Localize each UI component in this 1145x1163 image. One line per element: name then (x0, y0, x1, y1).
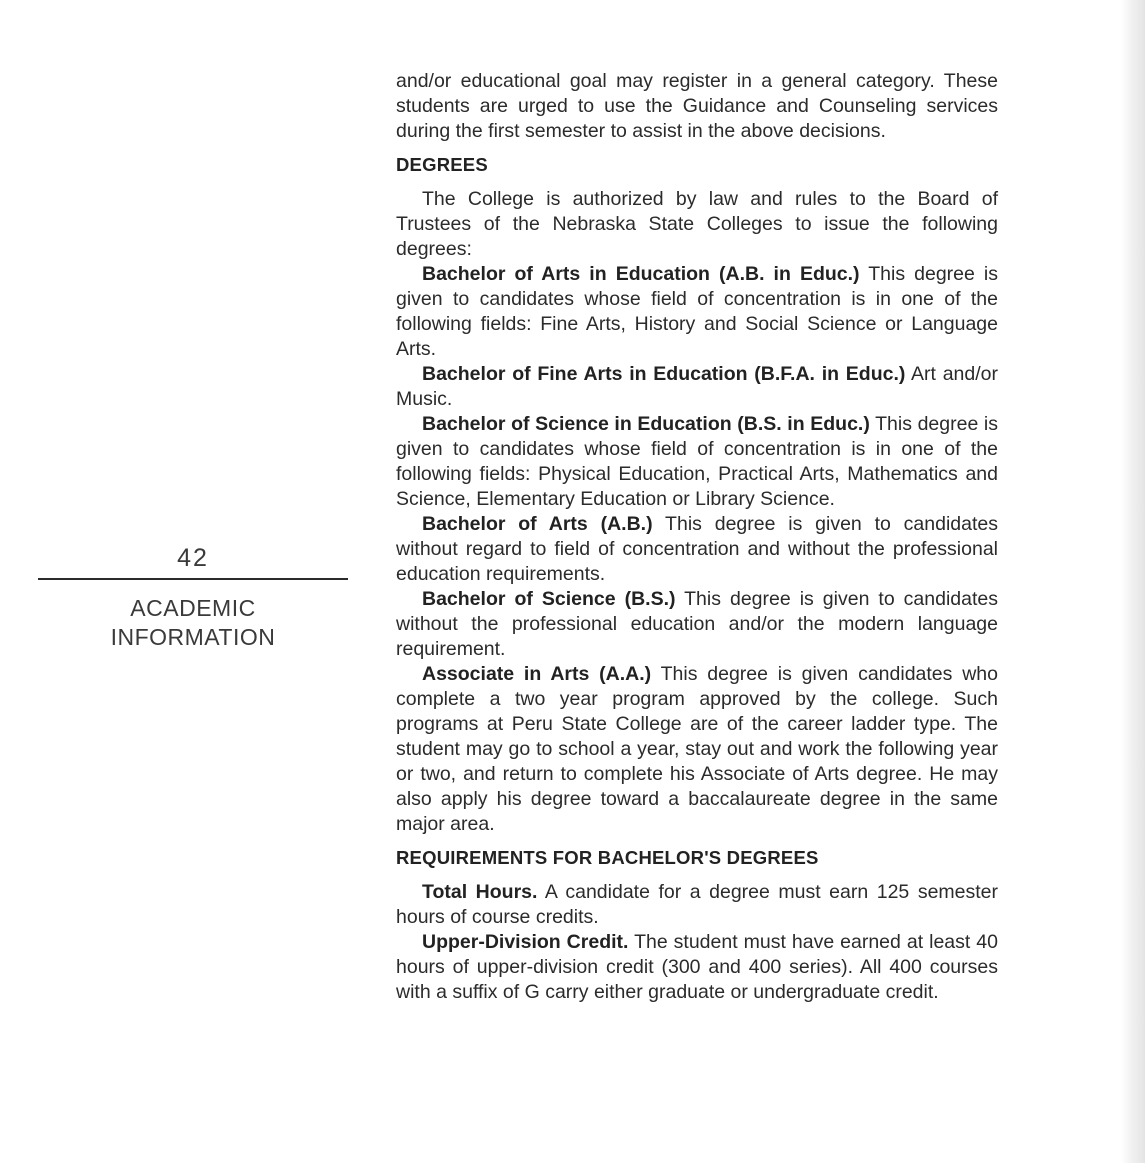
intro-paragraph: and/or educational goal may register in a general category. These students are urged to use the Guidance and Counseling services during the first semester to assist in the above decisions. (396, 70, 998, 142)
requirement-description: A candidate for a degree must earn 125 semester hours of course credits. (396, 881, 999, 928)
requirements-heading: REQUIREMENTS FOR BACHELOR'S DEGREES (396, 847, 819, 868)
degree-description: This degree is given to candidates whose field of concentration is in one of the following fields: Physical Education, Practical Arts, Mathematics and Science, Elementary Education or Library Science. (396, 413, 998, 510)
requirement-description: The student must have earned at least 40 hours of upper-division credit (300 and 400 series). All 400 courses with a suffix of G carry either graduate or undergraduate credit. (396, 931, 998, 1003)
degrees-heading: DEGREES (396, 154, 488, 175)
degree-title: Bachelor of Arts (A.B.) (422, 513, 653, 535)
degree-title: Bachelor of Science (B.S.) (422, 588, 676, 610)
page-edge-shadow (1121, 0, 1145, 1163)
degrees-intro: The College is authorized by law and rules to the Board of Trustees of the Nebraska State Colleges to issue the following degrees: (396, 188, 998, 260)
section-label-line1: ACADEMIC (130, 595, 256, 621)
degree-description: This degree is given to candidates without regard to field of concentration and without the professional education requirements. (396, 513, 998, 585)
requirement-item (396, 930, 998, 1005)
requirement-item (396, 880, 998, 930)
degree-item (396, 262, 998, 362)
section-label-line2: INFORMATION (110, 624, 276, 650)
sidebar-rule (38, 578, 348, 580)
sidebar (38, 540, 348, 652)
degree-title: Bachelor of Arts in Education (A.B. in Educ.) (422, 263, 860, 285)
requirement-title: Total Hours. (422, 881, 538, 903)
degree-title: Bachelor of Fine Arts in Education (B.F.A. in Educ.) (422, 363, 906, 385)
degree-item (396, 412, 998, 512)
degree-description: This degree is given to candidates without the professional education and/or the modern language requirement. (396, 588, 999, 660)
degree-item (396, 587, 998, 662)
degree-description: This degree is given to candidates whose field of concentration is in one of the following fields: Fine Arts, History and Social Science or Language Arts. (396, 263, 998, 360)
degree-title: Associate in Arts (A.A.) (422, 663, 652, 685)
degree-item (396, 362, 998, 412)
degree-title: Bachelor of Science in Education (B.S. in Educ.) (422, 413, 870, 435)
degree-item (396, 512, 998, 587)
page-number: 42 (177, 544, 209, 572)
requirement-title: Upper-Division Credit. (422, 931, 629, 953)
degree-item (396, 662, 998, 837)
main-content (396, 69, 998, 1005)
degree-description: Art and/or Music. (396, 363, 999, 410)
degree-description: This degree is given candidates who complete a two year program approved by the college. Such programs at Peru State College are of the career ladder type. The student may go to school a year, stay out and work the following year or two, and return to complete his Associate of Arts degree. He may also apply his degree toward a baccalaureate degree in the same major area. (396, 663, 998, 835)
